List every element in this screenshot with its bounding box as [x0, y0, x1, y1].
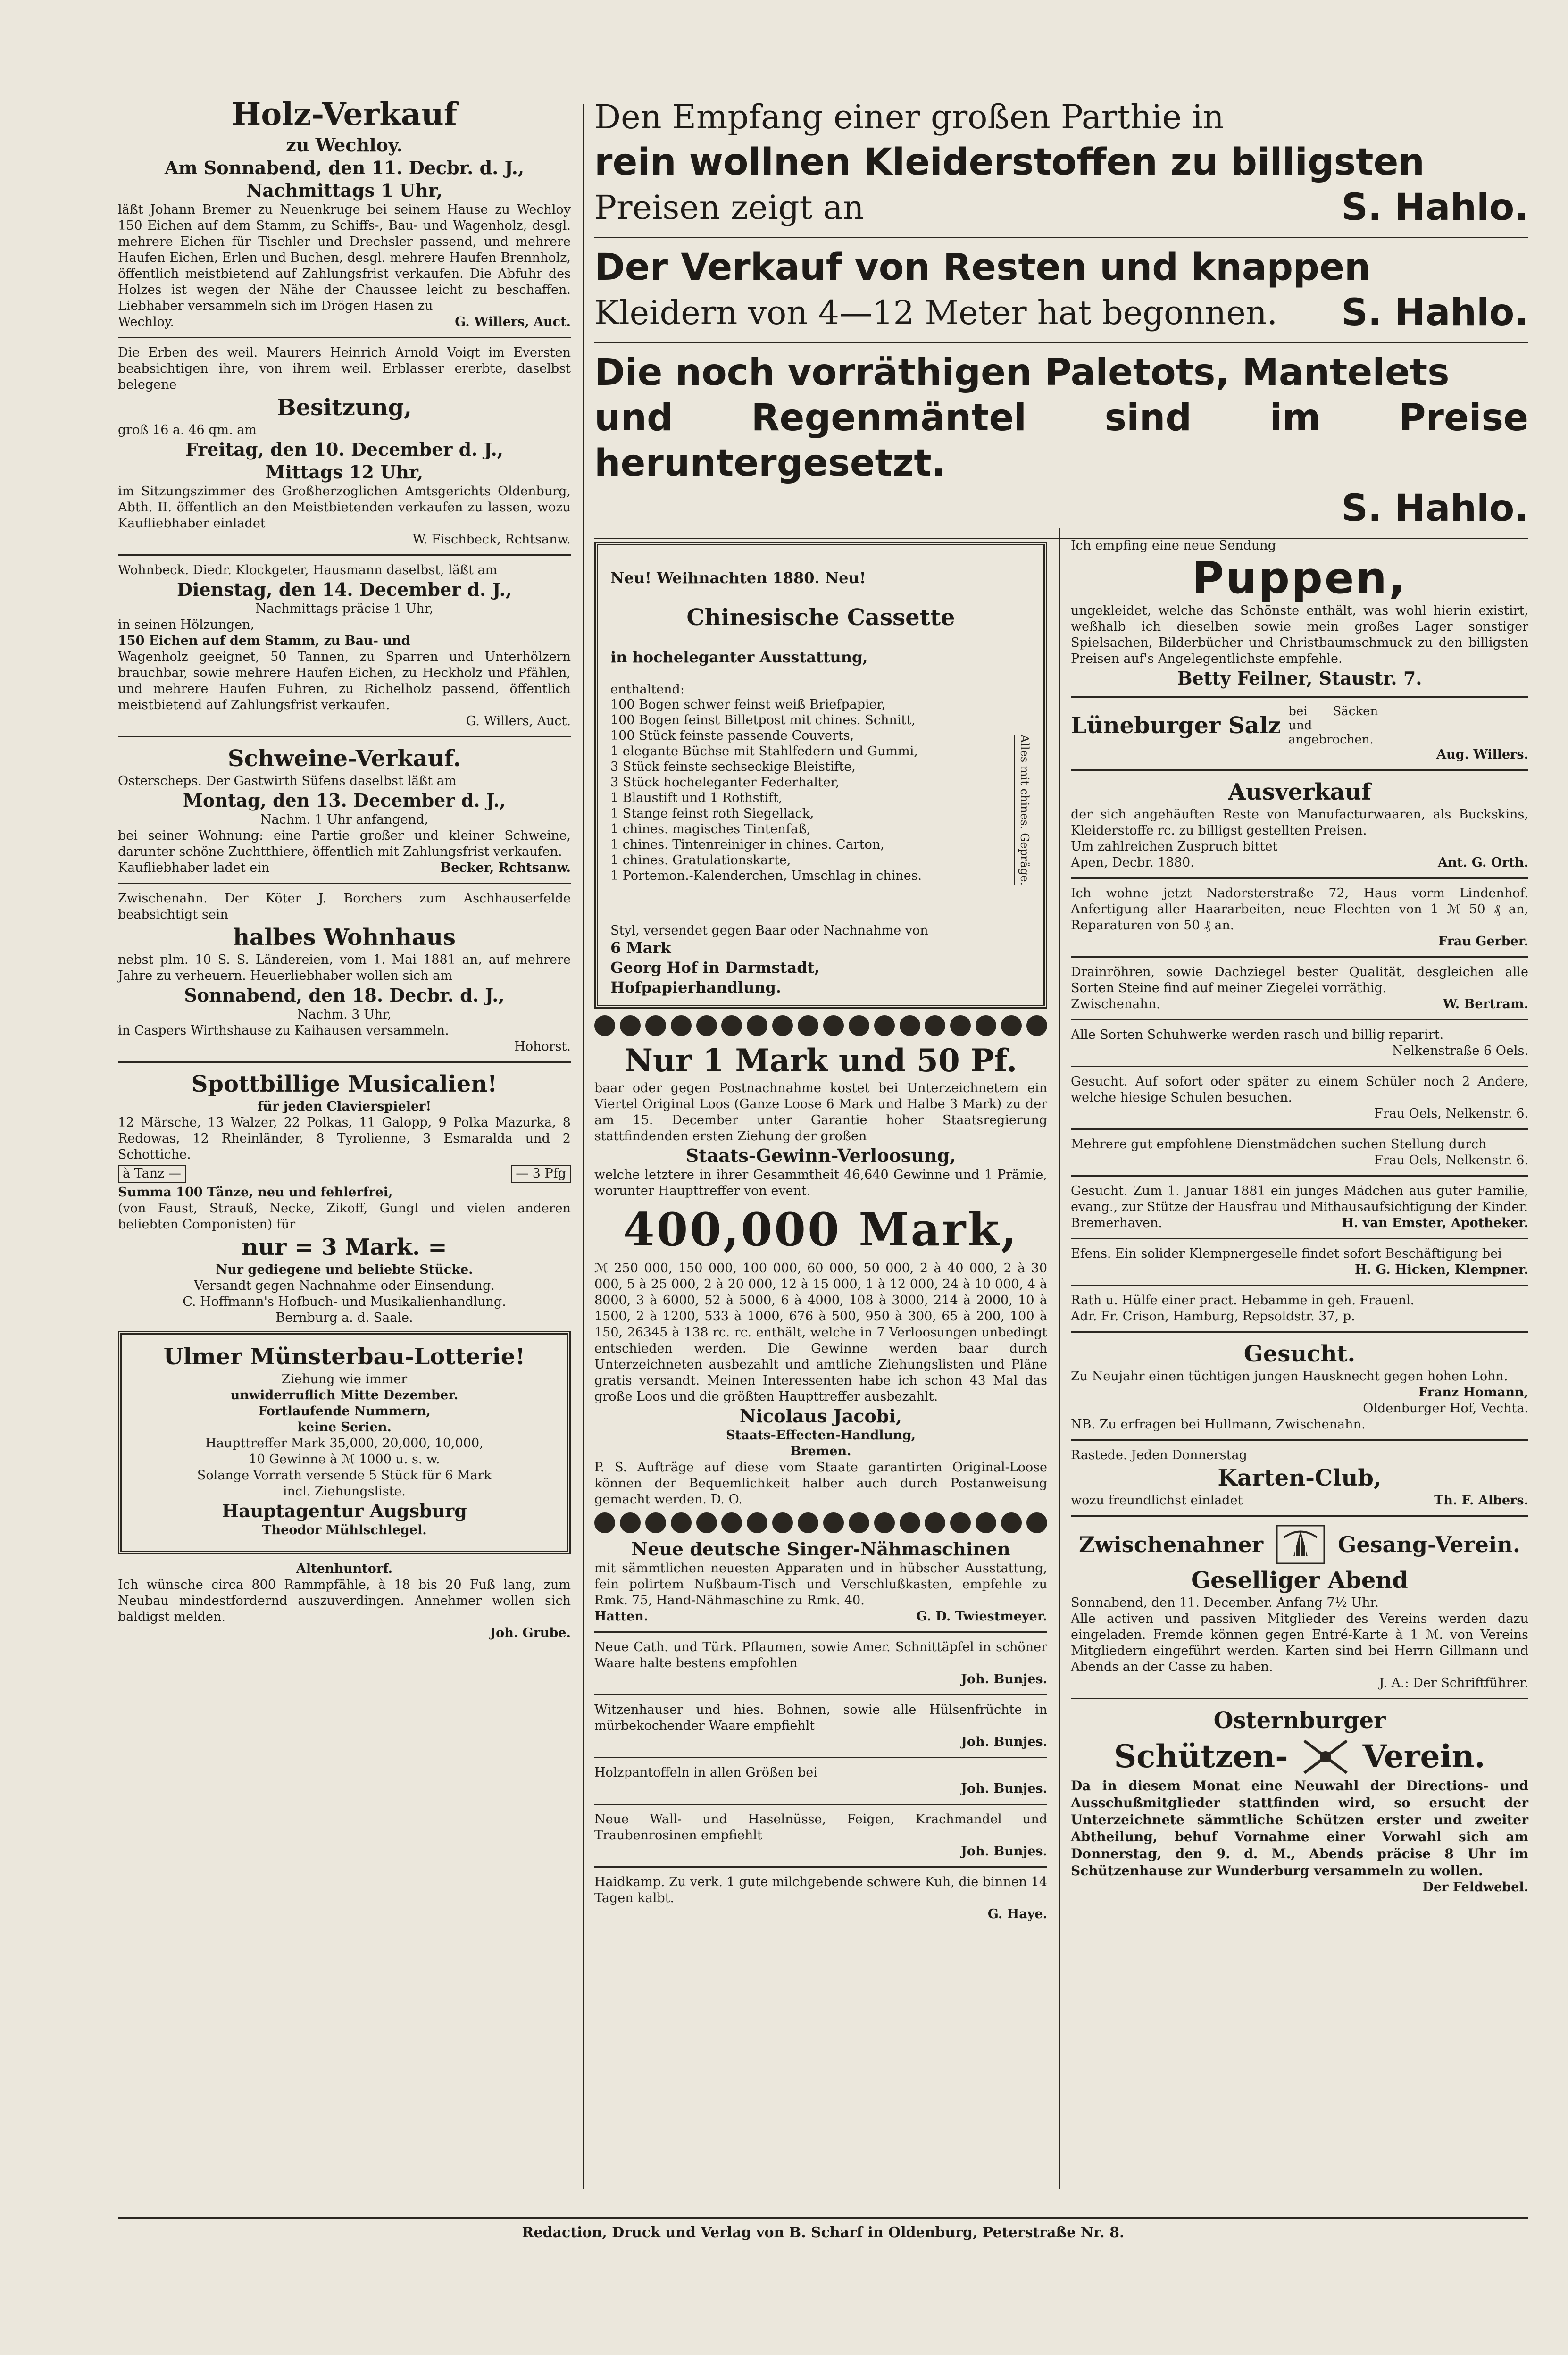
ad-time: Mittags 12 Uhr, — [265, 461, 424, 483]
ad-line: Solange Vorrath versende 5 Stück für 6 Mark — [197, 1468, 492, 1483]
ad-signature: Joh. Bunjes. — [961, 1735, 1047, 1750]
ad-firm: Georg Hof in Darmstadt, — [610, 959, 820, 977]
ad-title: Geselliger Abend — [1191, 1567, 1408, 1594]
ad-body: bei seiner Wohnung: eine Partie großer und kleiner Schweine, darunter schöne Zuchtthiere, öffentlich mit Zahlungsfrist verkaufen. — [118, 828, 571, 859]
ad-time: Nachm. 3 Uhr, — [297, 1007, 392, 1022]
ad-bunjes-bohnen — [594, 1702, 1047, 1750]
ad-signature: W. Bertram. — [1443, 997, 1528, 1011]
ad-subtitle: für jeden Clavierspieler! — [257, 1099, 432, 1114]
ad-body: Um zahlreichen Zuspruch bittet — [1071, 839, 1278, 854]
ad-klempner — [1071, 1246, 1528, 1278]
ad-body: in Caspers Wirthshause zu Kaihausen versammeln. — [118, 1023, 449, 1038]
ad-body: Neue Cath. und Türk. Pflaumen, sowie Amer. Schnittäpfel in schöner Waare halte bestens empfohlen — [594, 1640, 1047, 1671]
ad-body: bei Säcken und angebrochen. — [1288, 704, 1378, 747]
dot-border — [594, 1512, 1047, 1533]
ad-signature: W. Fischbeck, Rchtsanw. — [412, 532, 571, 547]
ad-title: Holz-Verkauf — [231, 96, 458, 133]
ad-firm: Hauptagentur Augsburg — [222, 1500, 467, 1521]
ad-body: Drainröhren, sowie Dachziegel bester Qualität, desgleichen alle Sorten Steine find auf meiner Ziegelei vorräthig. — [1071, 965, 1528, 995]
banner-line: Die noch vorräthigen Paletots, Mantelets — [594, 351, 1450, 394]
divider — [1071, 1285, 1528, 1286]
divider — [1071, 877, 1528, 879]
ad-signature: G. Willers, Auct. — [455, 315, 571, 329]
ad-puppen — [1071, 538, 1528, 690]
ad-place: Oldenburger Hof, Vechta. — [1363, 1401, 1528, 1416]
column-3 — [1071, 538, 1528, 1900]
ad-date: Sonnabend, den 18. Decbr. d. J., — [184, 985, 505, 1006]
ad-signature: Ant. G. Orth. — [1438, 855, 1528, 870]
ad-ulm-lotterie — [118, 1331, 571, 1554]
divider — [1071, 1439, 1528, 1441]
divider — [594, 1694, 1047, 1695]
divider — [118, 736, 571, 737]
divider — [1071, 1331, 1528, 1333]
ad-title: Schweine-Verkauf. — [227, 745, 461, 772]
ad-body: nebst plm. 10 S. S. Ländereien, vom 1. Mai 1881 an, auf mehrere Jahre zu verheuern. Heuerliebhaber wollen sich am — [118, 952, 571, 983]
ad-gesang-verein — [1071, 1523, 1528, 1691]
newspaper-page — [118, 85, 1528, 2246]
crossed-rifles-icon — [1300, 1735, 1351, 1778]
ad-title-left: Zwischenahner — [1079, 1532, 1264, 1557]
list-item: 1 elegante Büchse mit Stahlfedern und Gummi, — [610, 744, 918, 759]
ad-body: Osterscheps. Der Gastwirth Süfens daselbst läßt am — [118, 774, 457, 788]
ad-firm: Theodor Mühlschlegel. — [262, 1523, 427, 1537]
divider — [594, 1757, 1047, 1758]
ad-place: Hatten. — [594, 1609, 649, 1624]
ad-signature: H. van Emster, Apotheker. — [1342, 1216, 1528, 1230]
ad-time: Nachmittags 1 Uhr, — [246, 180, 443, 201]
ad-signature: H. G. Hicken, Klempner. — [1354, 1262, 1528, 1277]
ad-place: Bernburg a. d. Saale. — [275, 1311, 413, 1325]
ad-title: Neue deutsche Singer-Nähmaschinen — [631, 1538, 1010, 1560]
ad-line: Haupttreffer Mark 35,000, 20,000, 10,000, — [205, 1436, 484, 1451]
ad-title: Besitzung, — [277, 394, 412, 421]
column-2 — [594, 538, 1047, 1927]
imprint-footer: Redaction, Druck und Verlag von B. Scharf in Oldenburg, Peterstraße Nr. 8. — [118, 2217, 1528, 2241]
ad-date: Am Sonnabend, den 11. Decbr. d. J., — [164, 157, 525, 178]
ad-firm: Nicolaus Jacobi, — [739, 1405, 902, 1427]
ad-line: keine Serien. — [297, 1420, 392, 1435]
ad-signature: Aug. Willers. — [1436, 747, 1528, 762]
ad-staats-lotterie — [594, 1041, 1047, 1508]
ad-chinesische-cassette — [594, 542, 1047, 1009]
ad-place: Bremen. — [790, 1444, 851, 1459]
list-item: 1 chines. Tintenreiniger in chines. Carton, — [610, 837, 884, 852]
divider — [594, 1866, 1047, 1868]
ad-signature: Frau Gerber. — [1438, 934, 1528, 949]
ad-title: Gesucht. — [1243, 1341, 1356, 1367]
ad-body: Holzpantoffeln in allen Größen bei — [594, 1765, 817, 1780]
item-list — [610, 697, 1031, 923]
ad-title: Nur 1 Mark und 50 Pf. — [624, 1042, 1018, 1079]
divider — [1071, 1128, 1528, 1130]
divider — [1071, 956, 1528, 958]
ad-signature: Betty Feilner, Staustr. 7. — [1177, 668, 1422, 689]
divider — [118, 337, 571, 338]
hahlo-banner — [594, 94, 1528, 546]
ad-date: Sonnabend, den 11. December. Anfang 7½ Uhr. — [1071, 1595, 1379, 1610]
ad-title: halbes Wohnhaus — [233, 924, 456, 951]
ad-body: im Sitzungszimmer des Großherzoglichen Amtsgerichts Oldenburg, Abth. II. öffentlich an den Meistbietenden verkaufen zu lassen, wozu Kaufliebhaber einladet — [118, 484, 571, 531]
ad-body: Die Erben des weil. Maurers Heinrich Arnold Voigt im Eversten beabsichtigen ihre, von ihrem weil. Erblasser ererbte, daselbst belegene — [118, 345, 571, 392]
ad-date: Freitag, den 10. December d. J., — [185, 439, 504, 460]
divider — [118, 883, 571, 884]
banner-line: Der Verkauf von Resten und knappen — [594, 246, 1371, 289]
ad-line: unwiderruflich Mitte Dezember. — [230, 1388, 459, 1403]
ad-body: ungekleidet, welche das Schönste enthält, was wohl hierin existirt, weßhalb ich dieselben sowie mein großes Lager sonstiger Spielsachen, Bilderbücher und Christbaumschmuck zu den billigsten Preisen auf's Angelegentlichste empfehle. — [1071, 603, 1528, 666]
column-rule — [1059, 528, 1060, 2189]
ad-title: Altenhuntorf. — [296, 1562, 393, 1576]
ad-body: Rastede. Jeden Donnerstag — [1071, 1448, 1247, 1462]
banner-line: Den Empfang einer großen Parthie in — [594, 98, 1224, 136]
ad-signature: Hohorst. — [514, 1039, 571, 1054]
ad-haidkamp — [594, 1874, 1047, 1922]
ad-schuetzen-verein — [1071, 1706, 1528, 1896]
divider — [1071, 1175, 1528, 1177]
ad-signature: Joh. Bunjes. — [961, 1672, 1047, 1687]
divider — [1071, 1698, 1528, 1699]
ad-dienstmaedchen — [1071, 1136, 1528, 1169]
ad-time: Nachmittags präcise 1 Uhr, — [255, 601, 434, 616]
list-item: 1 Portemon.-Kalenderchen, Umschlag in chines. — [610, 869, 922, 883]
item-list-entries — [610, 697, 1014, 919]
ad-signature: G. D. Twiestmeyer. — [916, 1609, 1047, 1624]
ad-signature: Nelkenstraße 6 Oels. — [1392, 1044, 1528, 1058]
banner-signature: S. Hahlo. — [1341, 487, 1528, 530]
ad-body: Ich empfing eine neue Sendung — [1071, 538, 1276, 553]
banner-line: und Regenmäntel sind im Preise heruntergesetzt. — [594, 397, 1528, 484]
ad-body: Efens. Ein solider Klempnergeselle findet sofort Beschäftigung bei — [1071, 1246, 1502, 1261]
column-rule — [583, 104, 584, 2189]
ad-emphasis: 150 Eichen auf dem Stamm, zu Bau- und — [118, 634, 410, 648]
list-item: 1 Blaustift und 1 Rothstift, — [610, 791, 783, 805]
ad-postscript: P. S. Aufträge auf diese vom Staate garantirten Original-Loose können der Bequemlichkeit halber auch durch Postanweisung gemacht werden. D. O. — [594, 1460, 1047, 1507]
ad-hausknecht — [1071, 1339, 1528, 1433]
ad-body: baar oder gegen Postnachnahme kostet bei Unterzeichnetem ein Viertel Original Loos (Ganze Loose 6 Mark und Halbe 3 Mark) zu der am 15. December unter Garantie hoher Staatsregierung stattfindenden ersten Ziehung der großen — [594, 1081, 1047, 1144]
ad-body: Haidkamp. Zu verk. 1 gute milchgebende schwere Kuh, die binnen 14 Tagen kalbt. — [594, 1875, 1047, 1906]
ad-body: Rath u. Hülfe einer pract. Hebamme in geh. Frauenl. — [1071, 1293, 1415, 1308]
banner-line: Kleidern von 4—12 Meter hat begonnen. — [594, 293, 1278, 332]
ad-line: enthaltend: — [610, 682, 684, 697]
ad-title-left: Schützen- — [1114, 1738, 1288, 1775]
ad-gerber — [1071, 885, 1528, 950]
ad-note: NB. Zu erfragen bei Hullmann, Zwischenahn. — [1071, 1417, 1366, 1432]
ad-bunjes-pflaumen — [594, 1639, 1047, 1687]
ad-price: nur = 3 Mark. = — [242, 1234, 447, 1261]
ad-body: mit sämmtlichen neuesten Apparaten und in hübscher Ausstattung, fein polirtem Nußbaum-Tisch und Verschlußkasten, empfehle zu Rmk. 75, Hand-Nähmaschine zu Rmk. 40. — [594, 1561, 1047, 1608]
ad-price: 6 Mark — [610, 939, 671, 957]
dot-border — [594, 1015, 1047, 1036]
ad-kicker: Neu! Weihnachten 1880. Neu! — [610, 569, 866, 587]
ad-signature: Becker, Rchtsanw. — [440, 860, 571, 875]
list-item: 1 Stange feinst roth Siegellack, — [610, 806, 814, 821]
ad-place: Apen, Decbr. 1880. — [1071, 855, 1194, 870]
ad-bunjes-nuesse — [594, 1812, 1047, 1860]
ad-firm: Hofpapierhandlung. — [610, 978, 782, 997]
ad-body: der sich angehäuften Reste von Manufacturwaaren, als Buckskins, Kleiderstoffe rc. zu billigst gestellten Preisen. — [1071, 807, 1528, 838]
price-tag: — 3 Pfg — [511, 1165, 571, 1183]
ad-body: Gesucht. Auf sofort oder später zu einem Schüler noch 2 Andere, welche hiesige Schulen besuchen. — [1071, 1074, 1528, 1105]
ad-hebamme — [1071, 1293, 1528, 1325]
ad-title-right: Gesang-Verein. — [1338, 1532, 1520, 1557]
ad-schuhwerk — [1071, 1027, 1528, 1059]
ad-besitzung — [118, 345, 571, 548]
ad-body: Styl, versendet gegen Baar oder Nachnahme von — [610, 923, 928, 938]
ad-body: ℳ 250 000, 150 000, 100 000, 60 000, 50 000, 2 à 40 000, 2 à 30 000, 5 à 25 000, 2 à 20 000, 12 à 15 000, 1 à 12 000, 24 à 10 000, 4 à 8000, 3 à 6000, 52 à 5000, 6 à 4000, 108 à 3000, 214 à 2000, 10 à 1500, 2 à 1200, 533 à 1000, 676 à 500, 950 à 300, 65 à 200, 100 à 150, 26345 à 138 rc. rc. enthält, welche in 7 Verloosungen unbedingt entschieden werden. Die Gewinne werden baar durch Unterzeichneten ausbezahlt und amtliche Ziehungslisten und Pläne gratis versandt. Meinen Interessenten habe ich schon 43 Mal das große Loos und die größten Haupttreffer ausbezahlt. — [594, 1261, 1047, 1404]
divider — [594, 342, 1528, 343]
ad-body: Ich wohne jetzt Nadorsterstraße 72, Haus vorm Lindenhof. Anfertigung aller Haararbeiten, neue Flechten von 1 ℳ 50 ₰ an, Reparaturen von 50 ₰ an. — [1071, 886, 1528, 933]
ad-wohnbeck — [118, 562, 571, 729]
ad-signature: G. Willers, Auct. — [466, 714, 571, 728]
ad-emphasis: Nur gediegene und beliebte Stücke. — [216, 1262, 473, 1277]
ad-place: Zwischenahn. — [1071, 997, 1160, 1011]
ad-body: (von Faust, Strauß, Necke, Zikoff, Gungl und vielen anderen beliebten Componisten) für — [118, 1201, 571, 1232]
divider — [1071, 1066, 1528, 1067]
banner-signature: S. Hahlo. — [1341, 186, 1528, 229]
ad-title: Osternburger — [1213, 1707, 1386, 1734]
price-tag: à Tanz — — [118, 1165, 186, 1183]
ad-date: Dienstag, den 14. December d. J., — [177, 579, 512, 600]
ad-firm: C. Hoffmann's Hofbuch- und Musikalienhandlung. — [183, 1294, 506, 1309]
divider — [118, 554, 571, 556]
ad-body: Versandt gegen Nachnahme oder Einsendung. — [194, 1278, 495, 1293]
ad-place: Wechloy. — [118, 315, 175, 329]
divider — [118, 1061, 571, 1063]
ad-wohnhaus — [118, 891, 571, 1055]
ad-body: Alle Sorten Schuhwerke werden rasch und billig reparirt. — [1071, 1027, 1444, 1042]
ad-emphasis: Summa 100 Tänze, neu und fehlerfrei, — [118, 1185, 393, 1200]
divider — [594, 1631, 1047, 1633]
divider — [1071, 1238, 1528, 1239]
ad-line: Ziehung wie immer — [281, 1372, 408, 1386]
ad-signature: Joh. Grube. — [490, 1626, 571, 1640]
ad-heading: Staats-Gewinn-Verloosung, — [685, 1145, 956, 1167]
ad-gesucht-schueler — [1071, 1074, 1528, 1122]
ad-title: Puppen, — [1192, 553, 1407, 603]
ad-body: welche letztere in ihrer Gesammtheit 46,640 Gewinne und 1 Prämie, worunter Haupttreffer von event. — [594, 1168, 1047, 1199]
ad-body: Wohnbeck. Diedr. Klockgeter, Hausmann daselbst, läßt am — [118, 563, 498, 577]
ad-body: Zu Neujahr einen tüchtigen jungen Hausknecht gegen hohen Lohn. — [1071, 1369, 1508, 1384]
side-note: Alles mit chines. Gepräge. — [1014, 735, 1031, 885]
ad-invite: Kaufliebhaber ladet ein — [118, 860, 270, 875]
ad-signature: Frau Oels, Nelkenstr. 6. — [1374, 1153, 1528, 1168]
ad-body: Mehrere gut empfohlene Dienstmädchen suchen Stellung durch — [1071, 1137, 1487, 1152]
ad-body: groß 16 a. 46 qm. am — [118, 423, 257, 437]
ad-title: Ausverkauf — [1228, 779, 1371, 805]
divider — [1071, 1515, 1528, 1517]
ad-signature: Der Feldwebel. — [1422, 1880, 1528, 1895]
ad-signature: Franz Homann, — [1418, 1385, 1528, 1400]
list-item: 100 Stück feinste passende Couverts, — [610, 728, 854, 743]
list-item: 100 Bogen schwer feinst weiß Briefpapier, — [610, 697, 886, 712]
list-item: 1 chines. Gratulationskarte, — [610, 853, 791, 868]
ad-body: läßt Johann Bremer zu Neuenkruge bei seinem Hause zu Wechloy 150 Eichen auf dem Stamm, zu Schiffs-, Bau- und Wagenholz, desgl. mehrere Eichen für Tischler und Drechsler passend, und mehrere Haufen Eichen, Erlen und Buchen, desgl. mehrere Haufen Brennholz, öffentlich meistbietend auf Zahlungsfrist verkaufen. Die Abfuhr des Holzes ist wegen der Nähe der Chaussee leicht zu beschaffen. Liebhaber versammeln sich im Drögen Hasen zu — [118, 202, 571, 313]
ad-content — [134, 1371, 555, 1538]
ad-signature: Joh. Bunjes. — [961, 1781, 1047, 1796]
ad-drainroehren — [1071, 964, 1528, 1012]
divider — [1071, 769, 1528, 771]
divider — [594, 1804, 1047, 1805]
list-item: 1 chines. magisches Tintenfaß, — [610, 822, 811, 836]
lyre-emblem-icon — [1275, 1523, 1326, 1566]
ad-body: Wagenholz geeignet, 50 Tannen, zu Sparren und Unterhölzern brauchbar, sowie mehrere Haufen Eichen, zu Heckholz und Pfählen, und mehrere Haufen Fuhren, zu Richelholz passend, öffentlich meistbietend auf Zahlungsfrist verkaufen. — [118, 650, 571, 712]
ad-signature: Th. F. Albers. — [1434, 1493, 1528, 1508]
ad-line: incl. Ziehungsliste. — [283, 1484, 406, 1499]
ad-jackpot: 400,000 Mark, — [623, 1203, 1019, 1257]
ad-body: Gesucht. Zum 1. Januar 1881 ein junges Mädchen aus guter Familie, evang., zur Stütze der Hausfrau und Mithausaufsichtigung der Kinder. — [1071, 1184, 1528, 1214]
list-item: 100 Bogen feinst Billetpost mit chines. Schnitt, — [610, 713, 916, 727]
ad-karten-club — [1071, 1447, 1528, 1509]
ad-salz — [1071, 704, 1528, 763]
divider — [594, 237, 1528, 238]
ad-body: Da in diesem Monat eine Neuwahl der Directions- und Ausschußmitglieder stattfinden wird, so ersucht der Unterzeichnete sämmtliche Schützen erster und zweiter Abtheilung, behuf Vornahme einer Vorwahl sich am Donnerstag, den 9. d. M., Abends präcise 8 Uhr im Schützenhause zur Wunderburg versammeln zu wollen. — [1071, 1778, 1528, 1879]
ad-signature: Joh. Bunjes. — [961, 1844, 1047, 1859]
ad-body: Alle activen und passiven Mitglieder des Vereins werden dazu eingeladen. Fremde können gegen Entré-Karte à 1 ℳ. von Vereins Mitgliedern eingeführt werden. Karten sind bei Herrn Gillmann und Abends an der Casse zu haben. — [1071, 1612, 1528, 1674]
list-item: 3 Stück feinste sechseckige Bleistifte, — [610, 760, 856, 774]
ad-subtitle: in hocheleganter Ausstattung, — [610, 648, 868, 666]
ad-title-right: Verein. — [1362, 1738, 1485, 1775]
ad-altenhuntorf — [118, 1561, 571, 1641]
ad-body: Ich wünsche circa 800 Rammpfähle, à 18 bis 20 Fuß lang, zum Neubau mindestfordernd auszuverdingen. Annehmer wollen sich baldigst melden. — [118, 1578, 571, 1624]
ad-line: 10 Gewinne à ℳ 1000 u. s. w. — [249, 1452, 440, 1467]
ad-schweine — [118, 744, 571, 876]
ad-musicalien — [118, 1069, 571, 1326]
ad-invite: wozu freundlichst einladet — [1071, 1493, 1243, 1508]
ad-gesucht-maedchen — [1071, 1183, 1528, 1231]
column-1 — [118, 94, 571, 1646]
ad-firm: Staats-Effecten-Handlung, — [726, 1428, 916, 1443]
ad-body: Witzenhauser und hies. Bohnen, sowie alle Hülsenfrüchte in mürbekochender Waare empfiehlt — [594, 1703, 1047, 1734]
ad-title: Lüneburger Salz — [1071, 712, 1281, 739]
divider — [1071, 696, 1528, 698]
ad-body: Zwischenahn. Der Köter J. Borchers zum Aschhauserfelde beabsichtigt sein — [118, 891, 571, 922]
ad-body: in seinen Hölzungen, — [118, 618, 255, 632]
ad-signature: Frau Oels, Nelkenstr. 6. — [1374, 1106, 1528, 1121]
list-item: 3 Stück hocheleganter Federhalter, — [610, 775, 840, 790]
ad-body: 12 Märsche, 13 Walzer, 22 Polkas, 11 Galopp, 9 Polka Mazurka, 8 Redowas, 12 Rheinländer, 8 Tyrolienne, 3 Esmaralda und 2 Schottiche. — [118, 1115, 571, 1162]
banner-signature: S. Hahlo. — [1341, 292, 1528, 334]
ad-date: Montag, den 13. December d. J., — [183, 790, 506, 811]
ad-signature: J. A.: Der Schriftführer. — [1379, 1676, 1528, 1690]
ad-singer — [594, 1538, 1047, 1625]
ad-title: Ulmer Münsterbau-Lotterie! — [163, 1344, 525, 1370]
ad-title: Chinesische Cassette — [686, 604, 955, 631]
ad-title: Karten-Club, — [1218, 1465, 1382, 1491]
ad-holz-verkauf — [118, 94, 571, 330]
ad-signature: G. Haye. — [987, 1907, 1047, 1922]
ad-place: Bremerhaven. — [1071, 1216, 1162, 1230]
ad-bunjes-holzpantoffeln — [594, 1765, 1047, 1797]
ad-signature: Adr. Fr. Crison, Hamburg, Repsoldstr. 37, p. — [1071, 1309, 1355, 1324]
divider — [1071, 1019, 1528, 1020]
ad-line: Fortlaufende Nummern, — [258, 1404, 431, 1419]
ad-body: Neue Wall- und Haselnüsse, Feigen, Krachmandel und Traubenrosinen empfiehlt — [594, 1812, 1047, 1843]
ad-title: Spottbillige Musicalien! — [191, 1071, 498, 1097]
ad-subtitle: zu Wechloy. — [286, 134, 403, 156]
ad-time: Nachm. 1 Uhr anfangend, — [260, 812, 428, 827]
ad-ausverkauf — [1071, 777, 1528, 871]
banner-line: rein wollnen Kleiderstoffen zu billigsten — [594, 141, 1425, 184]
banner-line: Preisen zeigt an — [594, 188, 864, 227]
